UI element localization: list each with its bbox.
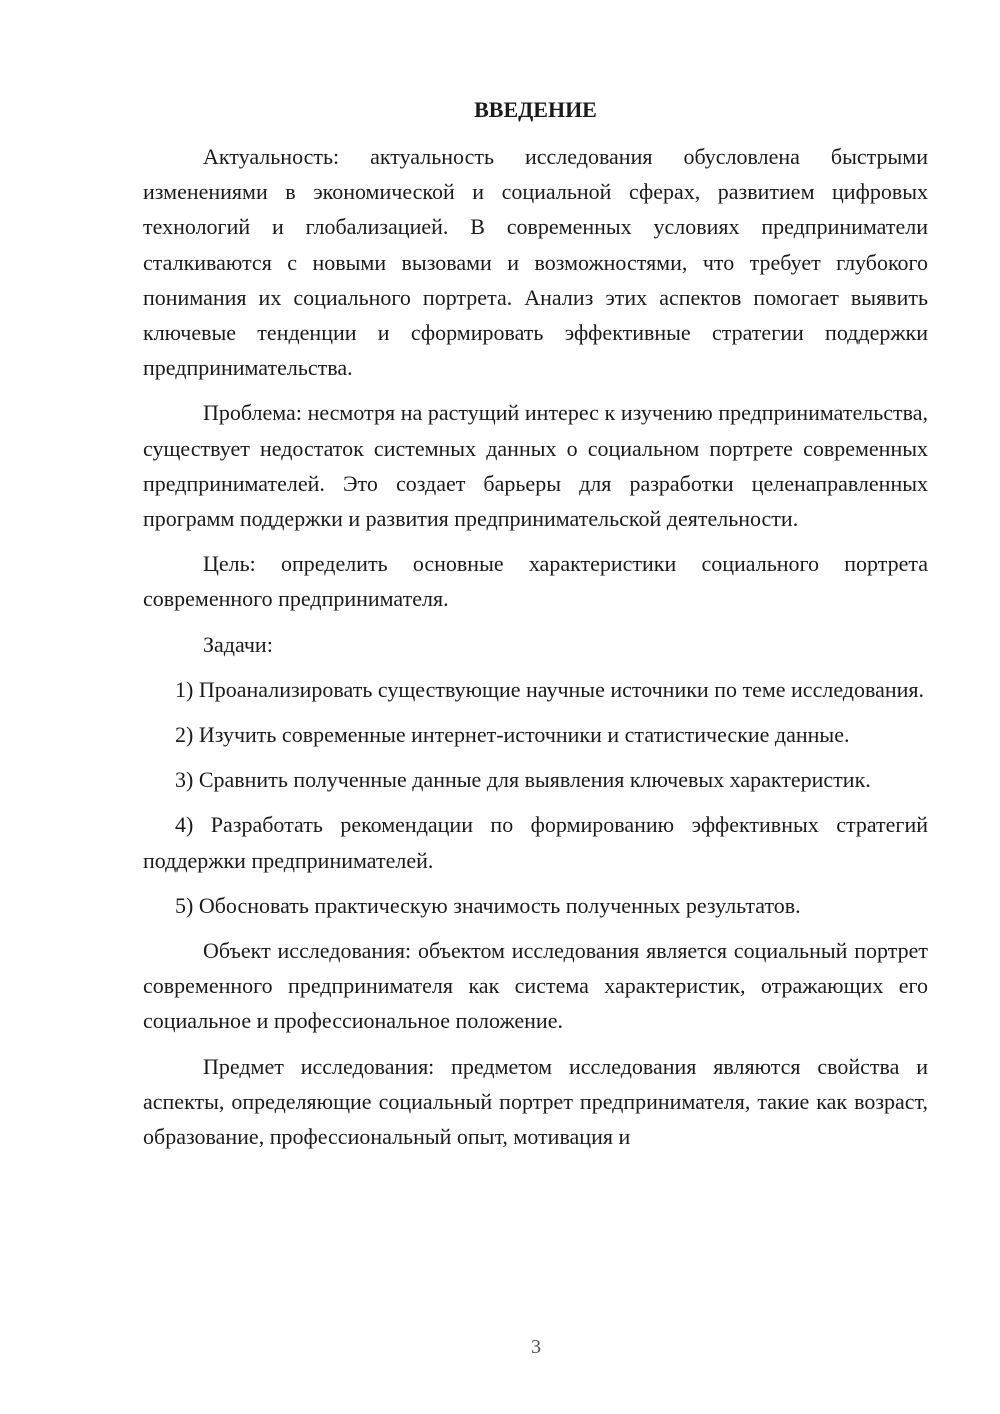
object-paragraph: Объект исследования: объектом исследования является социальный портрет современного предпринимателя как система характеристик, отражающих его социальное и профессиональное положение. (143, 938, 928, 1034)
task-item-3: 3) Сравнить полученные данные для выявления ключевых характеристик. (175, 767, 871, 793)
subject-paragraph: Предмет исследования: предметом исследования являются свойства и аспекты, определяющие социальный портрет предпринимателя, такие как возраст, образование, профессиональный опыт, мотивация и (143, 1053, 928, 1150)
task-item-5: 5) Обосновать практическую значимость полученных результатов. (175, 892, 801, 918)
task-item-1: 1) Проанализировать существующие научные источники по теме исследования. (175, 676, 925, 702)
tasks-label: Задачи: (203, 631, 273, 657)
section-heading: ВВЕДЕНИЕ (474, 97, 597, 122)
document-page (143, 90, 928, 1164)
problem-paragraph: Проблема: несмотря на растущий интерес к изучению предпринимательства, существует недостаток системных данных о социальном портрете современных предпринимателей. Это создает барьеры для разработки целенаправленных программ поддержки и развития предпринимательской деятельности. (143, 400, 928, 532)
task-item-2: 2) Изучить современные интернет-источники и статистические данные. (175, 722, 850, 748)
page-number: 3 (531, 1336, 541, 1358)
relevance-paragraph: Актуальность: актуальность исследования обусловлена быстрыми изменениями в экономической и социальной сферах, развитием цифровых технологий и глобализацией. В современных условиях предприниматели сталкиваются с новыми вызовами и возможностями, что требует глубокого понимания их социального портрета. Анализ этих аспектов помогает выявить ключевые тенденции и сформировать эффективные стратегии поддержки предпринимательства. (143, 144, 928, 381)
task-item-4: 4) Разработать рекомендации по формированию эффективных стратегий поддержки предпринимателей. (143, 812, 928, 873)
goal-paragraph: Цель: определить основные характеристики социального портрета современного предпринимателя. (143, 551, 928, 612)
